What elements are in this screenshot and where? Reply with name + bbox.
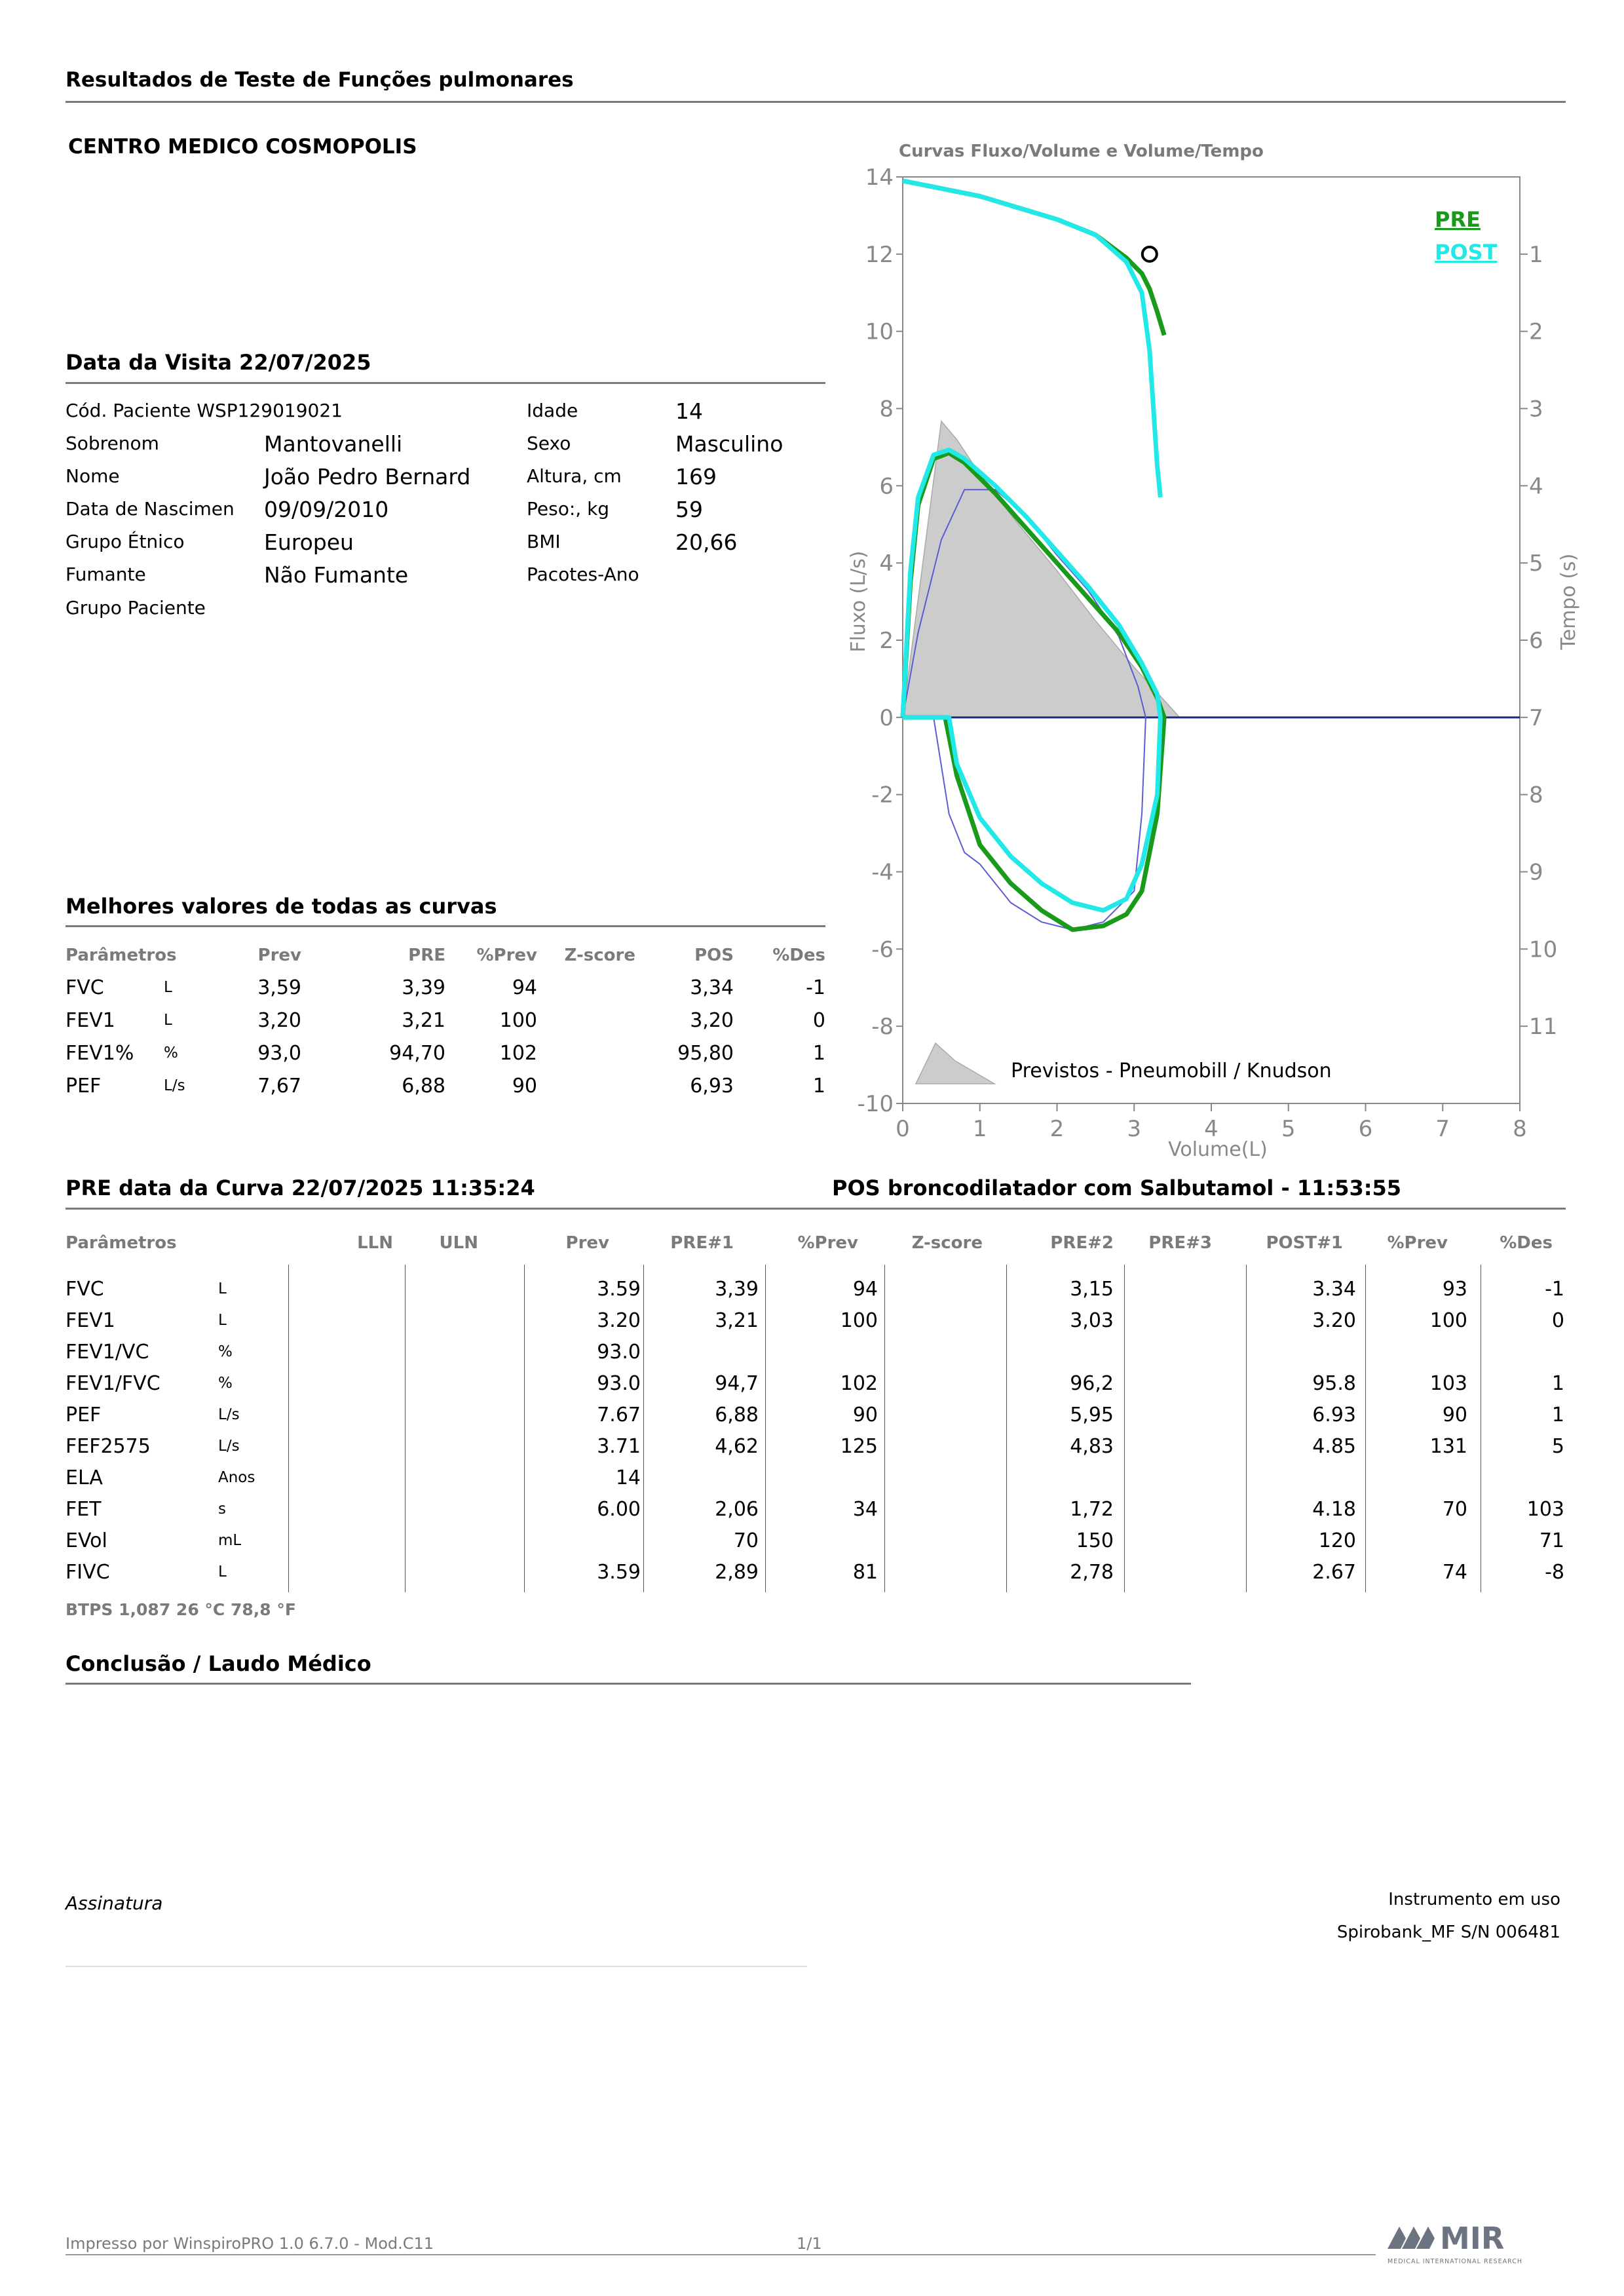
weight-label: Peso:, kg (527, 498, 610, 520)
column-divider (1006, 1265, 1007, 1592)
curve-cell-des: 1 (1551, 1404, 1564, 1426)
curve-cell-prev: 3.71 (597, 1435, 641, 1458)
x-tick-label: 8 (1513, 1116, 1527, 1142)
curve-cell-pprev2: 74 (1442, 1561, 1467, 1584)
y2-tick-label: 10 (1529, 936, 1558, 963)
curve-cell-des: -1 (1545, 1278, 1564, 1301)
best-header-3: %Prev (476, 946, 537, 965)
best-header-2: PRE (408, 946, 445, 965)
instrument-value: Spirobank_MF S/N 006481 (1336, 1923, 1560, 1942)
curve-cell-prev: 3.20 (597, 1309, 641, 1332)
curve-header-9: POST#1 (1266, 1233, 1343, 1253)
best-cell-prev: 7,67 (257, 1075, 301, 1098)
curve-cell-post1: 3.20 (1312, 1309, 1356, 1332)
y2-tick-label: 2 (1529, 318, 1543, 345)
pos-curve-heading: POS broncodilatador com Salbutamol - 11:53:55 (832, 1176, 1402, 1200)
curve-cell-pprev2: 100 (1429, 1309, 1467, 1332)
curve-cell-pprev2: 93 (1442, 1278, 1467, 1301)
y2-tick-label: 6 (1529, 628, 1543, 654)
best-cell-pprev: 102 (499, 1042, 537, 1065)
best-header-4: Z-score (564, 946, 635, 965)
curve-cell-param: EVol (66, 1529, 107, 1552)
column-divider (1124, 1265, 1125, 1592)
curve-cell-unit: L (218, 1563, 227, 1580)
name-label: Nome (66, 465, 120, 487)
curve-header-2: ULN (439, 1233, 478, 1253)
curve-cell-param: ELA (66, 1466, 103, 1489)
age-value: 14 (675, 398, 703, 424)
curve-cell-prev: 3.59 (597, 1278, 641, 1301)
y2-tick-label: 1 (1529, 241, 1543, 268)
group-label: Grupo Paciente (66, 597, 206, 619)
curve-cell-des: 103 (1526, 1498, 1564, 1521)
curve-cell-post1: 95.8 (1312, 1372, 1356, 1395)
dob-value: 09/09/2010 (264, 497, 389, 522)
best-cell-param: FEV1% (66, 1042, 134, 1065)
best-cell-pos: 95,80 (677, 1042, 734, 1065)
sex-label: Sexo (527, 432, 571, 454)
x-tick-label: 5 (1281, 1116, 1296, 1142)
curve-cell-pre2: 1,72 (1070, 1498, 1114, 1521)
dob-label: Data de Nascimen (66, 498, 235, 520)
height-value: 169 (675, 464, 717, 489)
best-cell-pprev: 94 (512, 976, 537, 999)
best-cell-prev: 3,20 (257, 1009, 301, 1032)
curve-cell-pprev: 100 (840, 1309, 878, 1332)
curve-cell-pre1: 3,21 (715, 1309, 759, 1332)
curve-cell-pre2: 5,95 (1070, 1404, 1114, 1426)
fvc-marker (1142, 247, 1157, 261)
best-cell-des: 1 (812, 1075, 825, 1098)
best-cell-des: 1 (812, 1042, 825, 1065)
y-tick-label: -4 (871, 859, 894, 886)
curve-cell-post1: 4.18 (1312, 1498, 1356, 1521)
curve-cell-des: 71 (1539, 1529, 1564, 1552)
surname-value: Mantovanelli (264, 431, 403, 457)
curve-cell-des: -8 (1545, 1561, 1564, 1584)
best-cell-prev: 3,59 (257, 976, 301, 999)
x-tick-label: 3 (1127, 1116, 1142, 1142)
signature-line (66, 1966, 807, 1967)
mir-logo (1382, 2208, 1566, 2274)
y-tick-label: -8 (871, 1014, 894, 1041)
curve-cell-pre1: 6,88 (715, 1404, 759, 1426)
y2-tick-label: 11 (1529, 1014, 1558, 1041)
curve-cell-param: FIVC (66, 1561, 110, 1584)
best-header-1: Prev (257, 946, 301, 965)
best-cell-unit: L/s (164, 1077, 185, 1094)
curve-cell-unit: % (218, 1375, 233, 1392)
curve-cell-des: 1 (1551, 1372, 1564, 1395)
x-tick-label: 7 (1435, 1116, 1450, 1142)
curve-header-10: %Prev (1387, 1233, 1448, 1253)
best-cell-pre: 94,70 (389, 1042, 445, 1065)
best-divider (66, 925, 825, 927)
curve-cell-pre1: 2,89 (715, 1561, 759, 1584)
curve-cell-pre2: 4,83 (1070, 1435, 1114, 1458)
y-tick-label: 12 (865, 241, 894, 268)
curve-cell-unit: % (218, 1343, 233, 1360)
signature-label: Assinatura (66, 1892, 163, 1914)
y-tick-label: 2 (879, 628, 894, 654)
x-tick-label: 4 (1204, 1116, 1218, 1142)
chart-title: Curvas Fluxo/Volume e Volume/Tempo (899, 142, 1264, 161)
printed-by: Impresso por WinspiroPRO 1.0 6.7.0 - Mod.C11 (66, 2234, 434, 2253)
y2-tick-label: 5 (1529, 550, 1543, 577)
y2-tick-label: 3 (1529, 396, 1543, 423)
curve-divider (66, 1208, 1566, 1210)
curve-cell-param: PEF (66, 1404, 102, 1426)
logo-text: MIR (1440, 2221, 1505, 2256)
btps-info: BTPS 1,087 26 °C 78,8 °F (66, 1600, 296, 1619)
best-cell-pprev: 90 (512, 1075, 537, 1098)
curve-cell-pprev: 81 (852, 1561, 878, 1584)
curve-cell-des: 0 (1551, 1309, 1564, 1332)
curve-cell-prev: 93.0 (597, 1341, 641, 1364)
best-header-5: POS (694, 946, 734, 965)
best-cell-des: -1 (806, 976, 825, 999)
header-divider (66, 101, 1566, 103)
y2-tick-label: 7 (1529, 704, 1543, 731)
y2-tick-label: 8 (1529, 782, 1543, 809)
column-divider (524, 1265, 525, 1592)
predicted-legend-label: Previstos - Pneumobill / Knudson (1011, 1060, 1332, 1082)
curve-cell-unit: mL (218, 1532, 242, 1549)
best-cell-param: PEF (66, 1075, 102, 1098)
curve-header-11: %Des (1500, 1233, 1553, 1253)
curve-header-3: Prev (565, 1233, 609, 1253)
flow-volume-chart (845, 157, 1585, 1173)
curve-cell-pre2: 3,15 (1070, 1278, 1114, 1301)
curve-cell-prev: 14 (615, 1466, 641, 1489)
pre-curve-heading: PRE data da Curva 22/07/2025 11:35:24 (66, 1176, 535, 1200)
instrument-label: Instrumento em uso (1388, 1890, 1560, 1909)
height-label: Altura, cm (527, 465, 622, 487)
curve-cell-pprev: 102 (840, 1372, 878, 1395)
best-cell-param: FEV1 (66, 1009, 115, 1032)
curve-cell-unit: Anos (218, 1469, 255, 1486)
ethnic-label: Grupo Étnico (66, 531, 185, 552)
curve-cell-param: FEV1/VC (66, 1341, 149, 1364)
y-tick-label: 10 (865, 318, 894, 345)
y-tick-label: 8 (879, 396, 894, 423)
curve-cell-pprev: 125 (840, 1435, 878, 1458)
curve-header-4: PRE#1 (670, 1233, 734, 1253)
curve-cell-unit: L/s (218, 1406, 240, 1423)
curve-cell-param: FEV1/FVC (66, 1372, 161, 1395)
report-title: Resultados de Teste de Funções pulmonares (66, 68, 574, 92)
best-cell-unit: % (164, 1044, 178, 1062)
column-divider (1246, 1265, 1247, 1592)
curve-cell-pprev2: 90 (1442, 1404, 1467, 1426)
best-cell-pos: 3,20 (690, 1009, 734, 1032)
curve-cell-post1: 4.85 (1312, 1435, 1356, 1458)
mir-logo-mark-icon (1388, 2227, 1435, 2249)
curve-cell-unit: L/s (218, 1438, 240, 1455)
curve-cell-pre1: 4,62 (715, 1435, 759, 1458)
curve-cell-post1: 2.67 (1312, 1561, 1356, 1584)
column-divider (1365, 1265, 1366, 1592)
curve-cell-pre1: 70 (733, 1529, 759, 1552)
best-cell-pre: 6,88 (402, 1075, 445, 1098)
curve-cell-unit: L (218, 1312, 227, 1329)
x-axis-label: Volume(L) (1168, 1138, 1268, 1161)
curve-cell-prev: 6.00 (597, 1498, 641, 1521)
visit-heading: Data da Visita 22/07/2025 (66, 350, 371, 375)
age-label: Idade (527, 400, 578, 421)
column-divider (643, 1265, 644, 1592)
y-tick-label: -10 (857, 1091, 894, 1117)
curve-cell-param: FET (66, 1498, 102, 1521)
curve-cell-param: FEF2575 (66, 1435, 151, 1458)
best-cell-prev: 93,0 (257, 1042, 301, 1065)
visit-divider (66, 382, 825, 384)
y-tick-label: 14 (865, 164, 894, 191)
conclusion-divider (66, 1683, 1191, 1685)
curve-cell-pre2: 3,03 (1070, 1309, 1114, 1332)
curve-cell-unit: s (218, 1501, 226, 1518)
curve-cell-post1: 3.34 (1312, 1278, 1356, 1301)
best-cell-pos: 3,34 (690, 976, 734, 999)
column-divider (288, 1265, 289, 1592)
best-header-0: Parâmetros (66, 946, 177, 965)
curve-cell-unit: L (218, 1280, 227, 1297)
y2-tick-label: 9 (1529, 859, 1543, 886)
sex-value: Masculino (675, 431, 784, 457)
best-header-6: %Des (772, 946, 825, 965)
bmi-label: BMI (527, 531, 561, 552)
curve-header-8: PRE#3 (1148, 1233, 1212, 1253)
footer-line (66, 2254, 1376, 2255)
column-divider (765, 1265, 766, 1592)
curve-cell-param: FEV1 (66, 1309, 115, 1332)
curve-header-1: LLN (357, 1233, 393, 1253)
name-value: João Pedro Bernard (264, 464, 471, 489)
curve-cell-pprev: 94 (852, 1278, 878, 1301)
curve-header-0: Parâmetros (66, 1233, 177, 1253)
y-tick-label: -2 (871, 782, 894, 809)
best-cell-des: 0 (812, 1009, 825, 1032)
best-cell-unit: L (164, 979, 172, 996)
ethnic-value: Europeu (264, 529, 354, 555)
curve-cell-pre1: 2,06 (715, 1498, 759, 1521)
y2-axis-label: Tempo (s) (1557, 553, 1580, 650)
x-tick-label: 6 (1358, 1116, 1373, 1142)
smoker-label: Fumante (66, 564, 146, 585)
x-tick-label: 0 (896, 1116, 910, 1142)
curve-cell-pprev: 90 (852, 1404, 878, 1426)
best-cell-pos: 6,93 (690, 1075, 734, 1098)
best-cell-unit: L (164, 1012, 172, 1029)
y-axis-label: Fluxo (L/s) (847, 550, 870, 653)
surname-label: Sobrenom (66, 432, 159, 454)
column-divider (884, 1265, 885, 1592)
curve-cell-pre2: 96,2 (1070, 1372, 1114, 1395)
column-divider (405, 1265, 406, 1592)
curve-cell-pprev: 34 (852, 1498, 878, 1521)
legend-pre: PRE (1435, 207, 1481, 232)
curve-cell-prev: 3.59 (597, 1561, 641, 1584)
y-tick-label: 4 (879, 550, 894, 577)
curve-cell-pprev2: 103 (1429, 1372, 1467, 1395)
logo-subtext: MEDICAL INTERNATIONAL RESEARCH (1388, 2258, 1522, 2265)
curve-cell-pre1: 3,39 (715, 1278, 759, 1301)
curve-cell-pprev2: 131 (1429, 1435, 1467, 1458)
curve-cell-prev: 7.67 (597, 1404, 641, 1426)
curve-cell-pprev2: 70 (1442, 1498, 1467, 1521)
curve-cell-post1: 120 (1318, 1529, 1356, 1552)
curve-cell-pre2: 150 (1076, 1529, 1114, 1552)
page-number: 1/1 (797, 2234, 822, 2253)
patient-code: Cód. Paciente WSP129019021 (66, 400, 343, 421)
curve-header-7: PRE#2 (1050, 1233, 1114, 1253)
best-heading: Melhores valores de todas as curvas (66, 894, 497, 919)
curve-cell-prev: 93.0 (597, 1372, 641, 1395)
best-cell-pre: 3,39 (402, 976, 445, 999)
x-tick-label: 2 (1049, 1116, 1065, 1142)
curve-header-6: Z-score (911, 1233, 983, 1253)
curve-header-5: %Prev (797, 1233, 858, 1253)
x-tick-label: 1 (972, 1116, 987, 1142)
best-cell-param: FVC (66, 976, 104, 999)
weight-value: 59 (675, 497, 703, 522)
y-tick-label: 6 (879, 473, 894, 500)
clinic-name: CENTRO MEDICO COSMOPOLIS (68, 135, 417, 159)
best-cell-pre: 3,21 (402, 1009, 445, 1032)
conclusion-heading: Conclusão / Laudo Médico (66, 1651, 371, 1676)
curve-cell-pre2: 2,78 (1070, 1561, 1114, 1584)
legend-post: POST (1435, 240, 1498, 265)
smoker-value: Não Fumante (264, 562, 409, 588)
y-tick-label: 0 (879, 704, 894, 731)
y-tick-label: -6 (871, 936, 894, 963)
packs-label: Pacotes-Ano (527, 564, 639, 585)
y2-tick-label: 4 (1529, 473, 1543, 500)
bmi-value: 20,66 (675, 529, 738, 555)
curve-cell-des: 5 (1551, 1435, 1564, 1458)
curve-cell-param: FVC (66, 1278, 104, 1301)
curve-cell-pre1: 94,7 (715, 1372, 759, 1395)
best-cell-pprev: 100 (499, 1009, 537, 1032)
curve-cell-post1: 6.93 (1312, 1404, 1356, 1426)
